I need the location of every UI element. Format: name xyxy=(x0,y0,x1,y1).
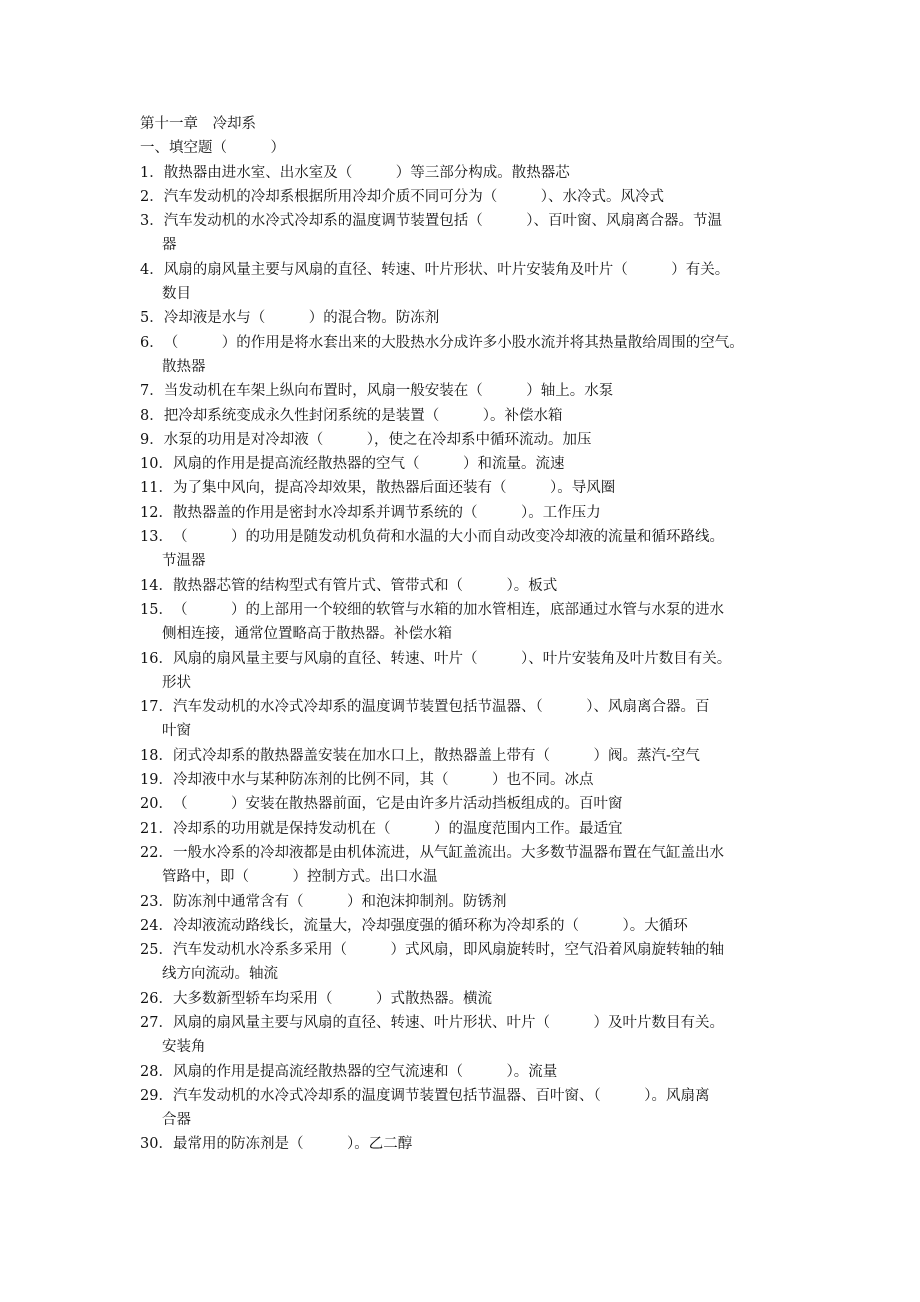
question-text-continued: 线方向流动。轴流 xyxy=(162,966,278,983)
question-item xyxy=(140,525,810,574)
question-item xyxy=(140,914,810,938)
question-number: 24． xyxy=(140,917,173,934)
question-item xyxy=(140,258,810,307)
question-item xyxy=(140,452,810,476)
question-text: （ ）安装在散热器前面，它是由许多片活动挡板组成的。百叶窗 xyxy=(172,796,623,813)
question-item xyxy=(140,306,810,330)
question-text-continued: 散热器 xyxy=(162,358,206,375)
question-text: 风扇的扇风量主要与风扇的直径、转速、叶片形状、叶片（ ）及叶片数目有关。 xyxy=(172,1014,724,1031)
question-number: 23． xyxy=(140,893,173,910)
question-item xyxy=(140,598,810,647)
question-item xyxy=(140,379,810,403)
question-number: 28． xyxy=(140,1063,173,1080)
question-item xyxy=(140,501,810,525)
question-item xyxy=(140,768,810,792)
question-number: 2． xyxy=(140,188,164,205)
question-item xyxy=(140,647,810,696)
question-item xyxy=(140,1011,810,1060)
question-item xyxy=(140,1132,810,1156)
question-number: 10． xyxy=(140,456,173,473)
chapter-title: 第十一章 冷却系 xyxy=(140,116,256,132)
question-number: 25． xyxy=(140,942,173,959)
document-body xyxy=(140,112,810,1157)
question-text-continued: 安装角 xyxy=(162,1039,206,1056)
question-text-continued: 数目 xyxy=(162,286,191,303)
question-text: 为了集中风向，提高冷却效果，散热器后面还装有（ ）。导风圈 xyxy=(172,480,616,497)
question-text: 防冻剂中通常含有（ ）和泡沫抑制剂。防锈剂 xyxy=(172,893,507,910)
question-number: 11． xyxy=(140,480,173,497)
question-item xyxy=(140,404,810,428)
question-text-continued: 管路中，即（ ）控制方式。出口水温 xyxy=(162,869,438,886)
question-number: 9． xyxy=(140,431,164,448)
question-number: 8． xyxy=(140,407,164,424)
question-text-continued: 合器 xyxy=(162,1112,191,1129)
question-text: 汽车发动机的水冷式冷却系的温度调节装置包括节温器、百叶窗、（ ）。风扇离 xyxy=(172,1087,710,1104)
question-text: 散热器盖的作用是密封水冷却系并调节系统的（ ）。工作压力 xyxy=(172,504,601,521)
question-item xyxy=(140,209,810,258)
question-text: 当发动机在车架上纵向布置时，风扇一般安装在（ ）轴上。水泵 xyxy=(163,383,614,400)
question-number: 20． xyxy=(140,796,173,813)
question-item xyxy=(140,574,810,598)
question-item xyxy=(140,695,810,744)
question-item xyxy=(140,428,810,452)
question-text: 风扇的扇风量主要与风扇的直径、转速、叶片形状、叶片安装角及叶片（ ）有关。 xyxy=(163,261,730,278)
question-number: 12． xyxy=(140,504,173,521)
question-item xyxy=(140,987,810,1011)
question-number: 7． xyxy=(140,383,164,400)
question-number: 14． xyxy=(140,577,173,594)
question-number: 19． xyxy=(140,772,173,789)
question-text: 汽车发动机水冷系多采用（ ）式风扇，即风扇旋转时，空气沿着风扇旋转轴的轴 xyxy=(172,942,724,959)
question-text-continued: 器 xyxy=(162,237,177,254)
question-text: 最常用的防冻剂是（ ）。乙二醇 xyxy=(172,1136,413,1153)
question-number: 16． xyxy=(140,650,173,667)
question-text: 散热器芯管的结构型式有管片式、管带式和（ ）。板式 xyxy=(172,577,558,594)
question-number: 13． xyxy=(140,529,173,546)
question-number: 1． xyxy=(140,164,164,181)
question-text: （ ）的上部用一个较细的软管与水箱的加水管相连，底部通过水管与水泵的进水 xyxy=(172,601,724,618)
question-text: 冷却液中水与某种防冻剂的比例不同，其（ ）也不同。冰点 xyxy=(172,772,594,789)
question-text: 汽车发动机的水冷式冷却系的温度调节装置包括节温器、（ ）、风扇离合器。百 xyxy=(172,699,710,716)
question-text: 汽车发动机的冷却系根据所用冷却介质不同可分为（ ）、水冷式。风冷式 xyxy=(163,188,664,205)
question-item xyxy=(140,744,810,768)
question-text: 风扇的作用是提高流经散热器的空气（ ）和流量。流速 xyxy=(172,456,565,473)
question-number: 6． xyxy=(140,334,164,351)
question-text: 散热器由进水室、出水室及（ ）等三部分构成。散热器芯 xyxy=(163,164,570,181)
question-number: 5． xyxy=(140,310,164,327)
question-text: 大多数新型轿车均采用（ ）式散热器。横流 xyxy=(172,990,492,1007)
question-number: 18． xyxy=(140,747,173,764)
question-number: 26． xyxy=(140,990,173,1007)
question-item xyxy=(140,938,810,987)
question-item xyxy=(140,1084,810,1133)
question-number: 15． xyxy=(140,601,173,618)
question-list xyxy=(140,161,810,1157)
question-text-continued: 形状 xyxy=(162,674,191,691)
question-number: 27． xyxy=(140,1014,173,1031)
question-text: 冷却液流动路线长，流量大，冷却强度强的循环称为冷却系的（ ）。大循环 xyxy=(172,917,688,934)
section-title: 一、填空题（ ） xyxy=(140,140,285,157)
question-item xyxy=(140,331,810,380)
question-text-continued: 侧相连接，通常位置略高于散热器。补偿水箱 xyxy=(162,626,452,643)
question-item xyxy=(140,1060,810,1084)
question-text: 风扇的作用是提高流经散热器的空气流速和（ ）。流量 xyxy=(172,1063,558,1080)
question-text: 冷却液是水与（ ）的混合物。防冻剂 xyxy=(163,310,440,327)
question-text-continued: 节温器 xyxy=(162,553,206,570)
question-number: 29． xyxy=(140,1087,173,1104)
question-text: （ ）的作用是将水套出来的大股热水分成许多小股水流并将其热量散给周围的空气。 xyxy=(163,334,744,351)
question-number: 30． xyxy=(140,1136,173,1153)
question-number: 3． xyxy=(140,213,164,230)
question-text: 闭式冷却系的散热器盖安装在加水口上，散热器盖上带有（ ）阀。蒸汽-空气 xyxy=(172,747,700,764)
question-text: 一般水冷系的冷却液都是由机体流进，从气缸盖流出。大多数节温器布置在气缸盖出水 xyxy=(172,844,724,861)
question-text: 汽车发动机的水冷式冷却系的温度调节装置包括（ ）、百叶窗、风扇离合器。节温 xyxy=(163,213,722,230)
question-number: 22． xyxy=(140,844,173,861)
question-text: 水泵的功用是对冷却液（ ），使之在冷却系中循环流动。加压 xyxy=(163,431,592,448)
question-text: 冷却系的功用就是保持发动机在（ ）的温度范围内工作。最适宜 xyxy=(172,820,623,837)
question-item xyxy=(140,161,810,185)
question-item xyxy=(140,890,810,914)
question-text-continued: 叶窗 xyxy=(162,723,191,740)
question-number: 21． xyxy=(140,820,173,837)
question-number: 17． xyxy=(140,699,173,716)
question-text: 风扇的扇风量主要与风扇的直径、转速、叶片（ ）、叶片安装角及叶片数目有关。 xyxy=(172,650,732,667)
question-text: 把冷却系统变成永久性封闭系统的是装置（ ）。补偿水箱 xyxy=(163,407,563,424)
question-text: （ ）的功用是随发动机负荷和水温的大小而自动改变冷却液的流量和循环路线。 xyxy=(172,529,724,546)
question-item xyxy=(140,476,810,500)
question-item xyxy=(140,841,810,890)
question-item xyxy=(140,185,810,209)
question-item xyxy=(140,817,810,841)
question-number: 4． xyxy=(140,261,164,278)
question-item xyxy=(140,792,810,816)
